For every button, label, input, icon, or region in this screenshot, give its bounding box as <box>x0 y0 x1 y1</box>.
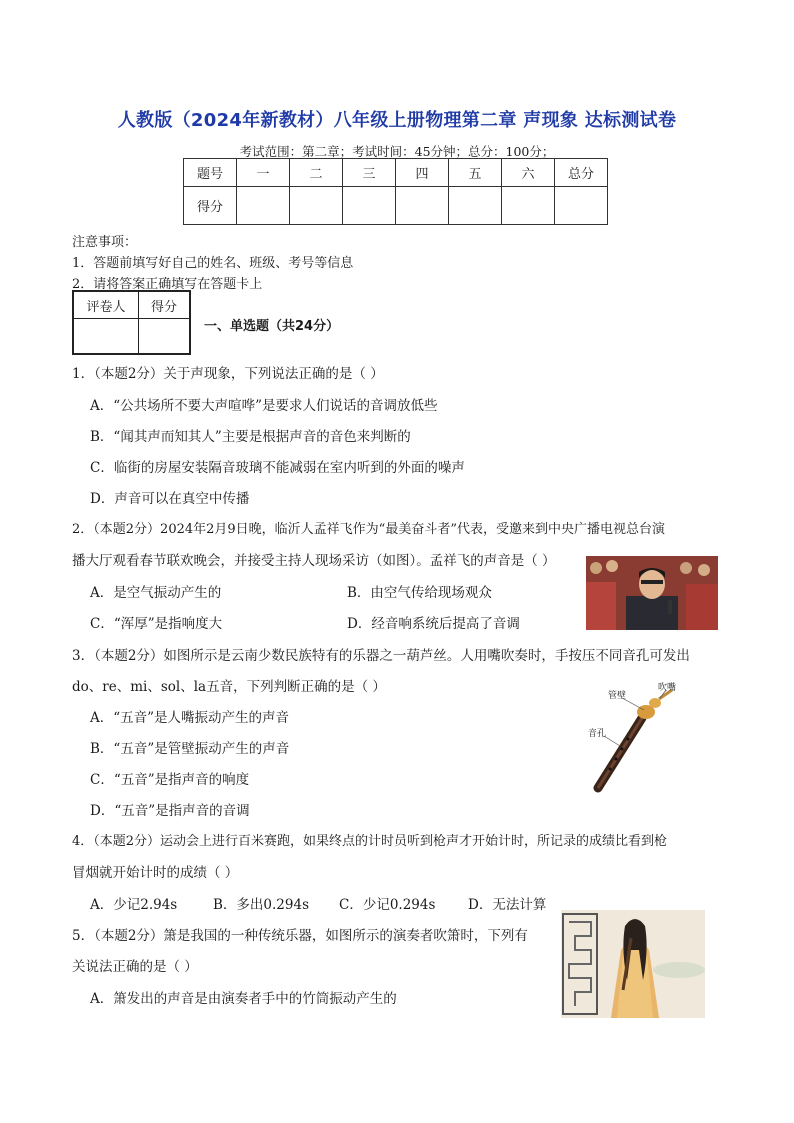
score-header: 题号 <box>184 159 237 187</box>
q3-option-b: B．“五音”是管壁振动产生的声音 <box>90 741 290 757</box>
exam-meta: 考试范围：第二章；考试时间：45分钟；总分：100分； <box>239 144 555 159</box>
label-chuizui: 吹嘴 <box>658 683 677 693</box>
question-2-stem-cont: 播大厅观看春节联欢晚会，并接受主持人现场采访（如图）。孟祥飞的声音是（ ） <box>72 553 556 569</box>
score-header: 五 <box>449 159 502 187</box>
q2-option-c: C．“浑厚”是指响度大 <box>90 616 223 632</box>
q1-option-c: C．临街的房屋安装隔音玻璃不能减弱在室内听到的外面的噪声 <box>90 460 465 476</box>
grader-score-cell[interactable] <box>139 319 191 355</box>
notes-item: 1．答题前填写好自己的姓名、班级、考号等信息 <box>72 256 354 271</box>
grader-table <box>72 290 191 355</box>
score-table <box>183 158 608 225</box>
q3-option-a: A．“五音”是人嘴振动产生的声音 <box>90 710 290 726</box>
label-guanbi: 管壁 <box>608 691 627 701</box>
notes-item: 2．请将答案正确填写在答题卡上 <box>72 277 263 292</box>
q3-option-d: D．“五音”是指声音的音调 <box>90 803 250 819</box>
score-cell[interactable] <box>343 187 396 225</box>
hulusi-figure <box>580 680 690 795</box>
question-3-stem-cont: do、re、mi、sol、la五音，下列判断正确的是（ ） <box>72 679 386 695</box>
question-5-stem: 5．（本题2分）箫是我国的一种传统乐器，如图所示的演奏者吹箫时，下列有 <box>72 928 528 944</box>
question-5-stem-cont: 关说法正确的是（ ） <box>72 959 198 975</box>
score-cell[interactable] <box>555 187 608 225</box>
interview-photo <box>586 556 718 630</box>
score-cell[interactable] <box>502 187 555 225</box>
q1-option-b: B．“闻其声而知其人”主要是根据声音的音色来判断的 <box>90 429 411 445</box>
q5-option-a: A．箫发出的声音是由演奏者手中的竹筒振动产生的 <box>90 991 397 1007</box>
score-header: 一 <box>237 159 290 187</box>
q4-option-c: C．少记0.294s <box>339 897 436 913</box>
grader-label: 评卷人 <box>73 291 139 319</box>
grader-score-label: 得分 <box>139 291 191 319</box>
q1-option-a: A．“公共场所不要大声喧哗”是要求人们说话的音调放低些 <box>90 398 438 414</box>
exam-title: 人教版（2024年新教材）八年级上册物理第二章 声现象 达标测试卷 <box>117 110 677 131</box>
score-header: 二 <box>290 159 343 187</box>
q3-option-c: C．“五音”是指声音的响度 <box>90 772 250 788</box>
grader-cell[interactable] <box>73 319 139 355</box>
question-2-stem: 2．（本题2分）2024年2月9日晚，临沂人孟祥飞作为“最美奋斗者”代表，受邀来到中央广播电视总台演 <box>72 522 665 537</box>
label-yinkong: 音孔 <box>588 729 607 739</box>
score-cell[interactable] <box>449 187 502 225</box>
q2-option-d: D．经音响系统后提高了音调 <box>347 616 520 632</box>
q1-option-d: D．声音可以在真空中传播 <box>90 491 250 507</box>
question-1-stem: 1．（本题2分）关于声现象，下列说法正确的是（ ） <box>72 366 384 382</box>
q2-option-b: B．由空气传给现场观众 <box>347 585 492 601</box>
q4-option-a: A．少记2.94s <box>90 897 178 913</box>
score-header: 四 <box>396 159 449 187</box>
score-header: 六 <box>502 159 555 187</box>
section-heading: 一、单选题（共24分） <box>204 319 340 334</box>
score-header: 三 <box>343 159 396 187</box>
question-4-stem-cont: 冒烟就开始计时的成绩（ ） <box>72 865 239 881</box>
score-cell[interactable] <box>237 187 290 225</box>
question-4-stem: 4．（本题2分）运动会上进行百米赛跑，如果终点的计时员听到枪声才开始计时，所记录的成绩比看到枪 <box>72 834 668 849</box>
score-row-label: 得分 <box>184 187 237 225</box>
notes-heading: 注意事项： <box>72 235 138 250</box>
q2-option-a: A．是空气振动产生的 <box>90 585 222 601</box>
xiao-player-figure <box>561 910 705 1018</box>
question-3-stem: 3．（本题2分）如图所示是云南少数民族特有的乐器之一葫芦丝。人用嘴吹奏时，手按压不同音孔可发出 <box>72 648 690 664</box>
q4-option-d: D．无法计算 <box>468 897 547 913</box>
score-header: 总分 <box>555 159 608 187</box>
q4-option-b: B．多出0.294s <box>213 897 309 913</box>
score-cell[interactable] <box>290 187 343 225</box>
notes <box>72 232 353 295</box>
score-cell[interactable] <box>396 187 449 225</box>
